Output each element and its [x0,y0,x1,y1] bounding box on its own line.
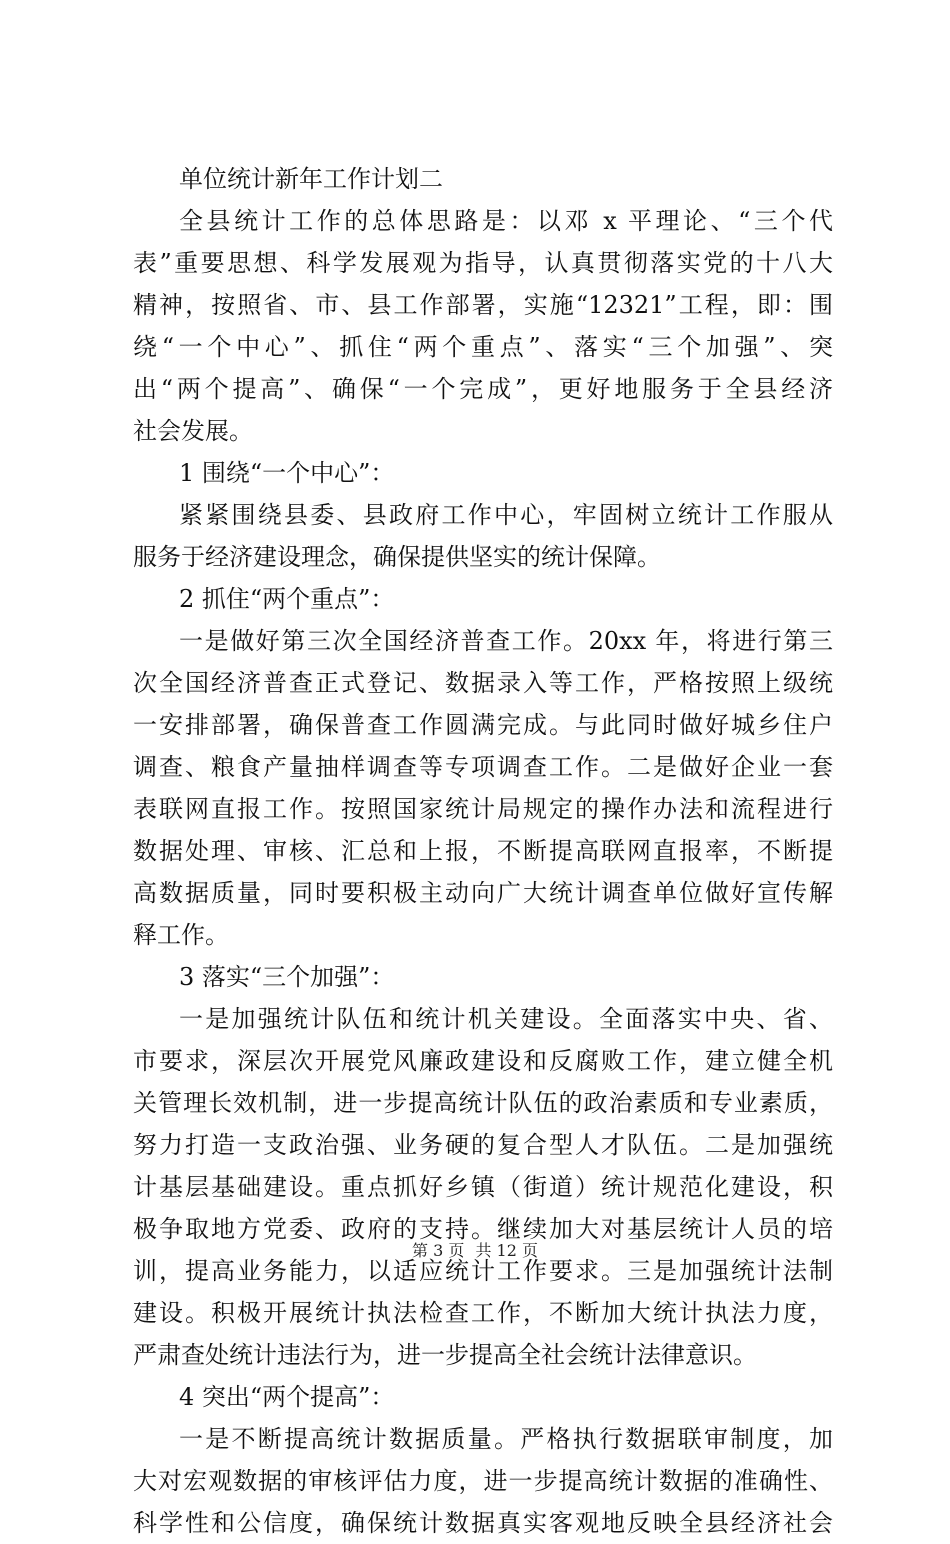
document-body [133,158,833,1544]
page-footer [0,1240,950,1262]
body-line: 数据处理、审核、汇总和上报，不断提高联网直报率，不断提 [133,837,833,865]
body-line: 表”重要思想、科学发展观为指导，认真贯彻落实党的十八大 [133,249,833,277]
body-line: 大对宏观数据的审核评估力度，进一步提高统计数据的准确性、 [133,1467,833,1495]
body-line: 高数据质量，同时要积极主动向广大统计调查单位做好宣传解 [133,879,833,907]
body-line: 一安排部署，确保普查工作圆满完成。与此同时做好城乡住户 [133,711,833,739]
body-line: 绕“一个中心”、抓住“两个重点”、落实“三个加强”、突 [133,333,833,361]
body-line: 严肃查处统计违法行为，进一步提高全社会统计法律意识。 [133,1341,757,1369]
body-line: 计基层基础建设。重点抓好乡镇（街道）统计规范化建设，积 [133,1173,833,1201]
body-line: 服务于经济建设理念，确保提供坚实的统计保障。 [133,543,661,571]
body-line: 出“两个提高”、确保“一个完成”，更好地服务于全县经济 [133,375,833,403]
section-heading: 4 突出“两个提高”： [179,1383,395,1411]
body-line: 全县统计工作的总体思路是：以邓 x 平理论、“三个代 [179,207,833,235]
body-line: 一是不断提高统计数据质量。严格执行数据联审制度，加 [179,1425,833,1453]
page-total: 共 12 页 [475,1241,538,1260]
page-number: 第 3 页 [412,1241,465,1260]
body-line: 关管理长效机制，进一步提高统计队伍的政治素质和专业素质， [133,1089,833,1117]
body-line: 精神，按照省、市、县工作部署，实施“12321”工程，即：围 [133,291,833,319]
document-title: 单位统计新年工作计划二 [179,165,443,193]
section-heading: 2 抓住“两个重点”： [179,585,395,613]
section-heading: 3 落实“三个加强”： [179,963,395,991]
section-heading: 1 围绕“一个中心”： [179,459,395,487]
body-line: 一是做好第三次全国经济普查工作。20xx 年，将进行第三 [179,627,833,655]
body-line: 次全国经济普查正式登记、数据录入等工作，严格按照上级统 [133,669,833,697]
body-line: 社会发展。 [133,417,253,445]
body-line: 市要求，深层次开展党风廉政建设和反腐败工作，建立健全机 [133,1047,833,1075]
body-line: 表联网直报工作。按照国家统计局规定的操作办法和流程进行 [133,795,833,823]
body-line: 努力打造一支政治强、业务硬的复合型人才队伍。二是加强统 [133,1131,833,1159]
body-line: 科学性和公信度，确保统计数据真实客观地反映全县经济社会 [133,1509,833,1537]
body-line: 一是加强统计队伍和统计机关建设。全面落实中央、省、 [179,1005,833,1033]
body-line: 紧紧围绕县委、县政府工作中心，牢固树立统计工作服从 [179,501,833,529]
body-line: 调查、粮食产量抽样调查等专项调查工作。二是做好企业一套 [133,753,833,781]
body-line: 释工作。 [133,921,229,949]
body-line: 极争取地方党委、政府的支持。继续加大对基层统计人员的培 [133,1215,833,1243]
body-line: 训，提高业务能力，以适应统计工作要求。三是加强统计法制 [133,1257,833,1285]
body-line: 建设。积极开展统计执法检查工作，不断加大统计执法力度， [133,1299,833,1327]
